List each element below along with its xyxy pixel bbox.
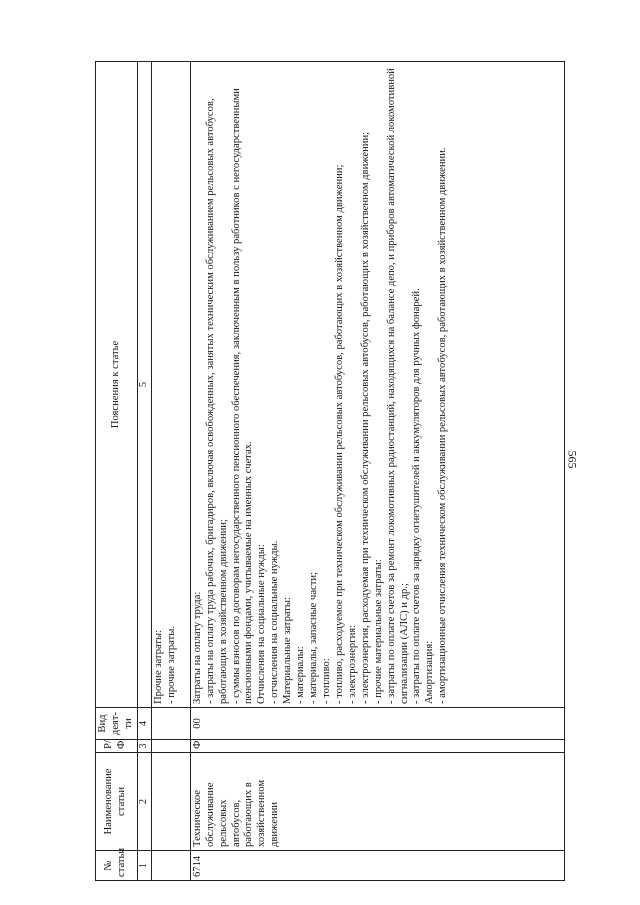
articles-table bbox=[95, 61, 565, 881]
explanation-line: - суммы взносов по договорам негосударственного пенсионного обеспечения, заключенным в пользу работников с негосударственными пенсионными фондами, учитываемые на именных счетах. bbox=[230, 88, 255, 704]
explanation-line: - затраты на оплату труда рабочих, бригадиров, включая освобожденных, занятых техническим обслуживанием рельсовых автобусов, работающих в хозяйственном движении; bbox=[204, 98, 229, 704]
article-explanation bbox=[190, 62, 564, 708]
header-article-name: Наименование статьи bbox=[96, 753, 138, 851]
explanation-line: Затраты на оплату труда: bbox=[191, 591, 203, 704]
column-number-2: 2 bbox=[137, 753, 151, 851]
column-number-1: 1 bbox=[137, 851, 151, 881]
explanation-line: Амортизация: bbox=[424, 640, 436, 704]
header-rf: Р/ Ф bbox=[96, 740, 138, 753]
column-number-3: 3 bbox=[137, 740, 151, 753]
article-rf: Ф bbox=[190, 740, 564, 753]
explanation-line: - прочие затраты. bbox=[165, 625, 177, 704]
explanation-line: - материалы: bbox=[295, 646, 307, 704]
header-row bbox=[96, 62, 138, 881]
article-name: Техническое обслуживание рельсовых автобусов, работающих в хозяйственном движении bbox=[190, 753, 564, 851]
article-activity: 00 bbox=[190, 708, 564, 740]
continuation-code-cell bbox=[151, 851, 190, 881]
explanation-line: - амортизационные отчисления техническом обслуживании рельсовых автобусов, работающих в хозяйственном движении. bbox=[437, 147, 449, 704]
explanation-line: - электроэнергия, расходуемая при техническом обслуживании рельсовых автобусов, работающих в хозяйственном движении; bbox=[359, 131, 371, 704]
header-activity-type: Вид деят-ти bbox=[96, 708, 138, 740]
explanation-line: - затраты по оплате счетов за зарядку огнетушителей и аккумуляторов для ручных фонарей. bbox=[411, 288, 423, 704]
explanation-line: Прочие затраты: bbox=[152, 629, 164, 704]
column-number-row bbox=[137, 62, 151, 881]
explanation-line: - отчисления на социальные нужды. bbox=[269, 540, 281, 704]
column-number-4: 4 bbox=[137, 708, 151, 740]
header-article-number: № статьи bbox=[96, 851, 138, 881]
page-number: 565 bbox=[565, 450, 580, 469]
continuation-name-cell bbox=[151, 753, 190, 851]
explanation-line: - прочие материальные затраты: bbox=[372, 559, 384, 704]
explanation-line: - топливо: bbox=[320, 658, 332, 704]
article-row bbox=[190, 62, 564, 881]
article-code: 6714 bbox=[190, 851, 564, 881]
continuation-explanation-cell bbox=[151, 62, 190, 708]
explanation-line: Материальные затраты: bbox=[282, 597, 294, 704]
continuation-row bbox=[151, 62, 190, 881]
header-explanation: Пояснения к статье bbox=[96, 62, 138, 708]
rotated-table-container bbox=[95, 61, 565, 881]
explanation-line: - топливо, расходуемое при техническом обслуживании рельсовых автобусов, работающих в хозяйственном движении; bbox=[333, 164, 345, 704]
explanation-line: - материалы, запасные части; bbox=[308, 572, 320, 704]
explanation-line: - электроэнергия: bbox=[346, 624, 358, 704]
column-number-5: 5 bbox=[137, 62, 151, 708]
continuation-activity-cell bbox=[151, 708, 190, 740]
explanation-line: - затраты по оплате счетов за ремонт локомотивных радиостанций, находящихся на балансе депо, и приборов автоматической локомотивной сигнализации (АЛС) и др.; bbox=[385, 68, 410, 704]
continuation-rf-cell bbox=[151, 740, 190, 753]
explanation-line: Отчисления на социальные нужды: bbox=[256, 544, 268, 704]
